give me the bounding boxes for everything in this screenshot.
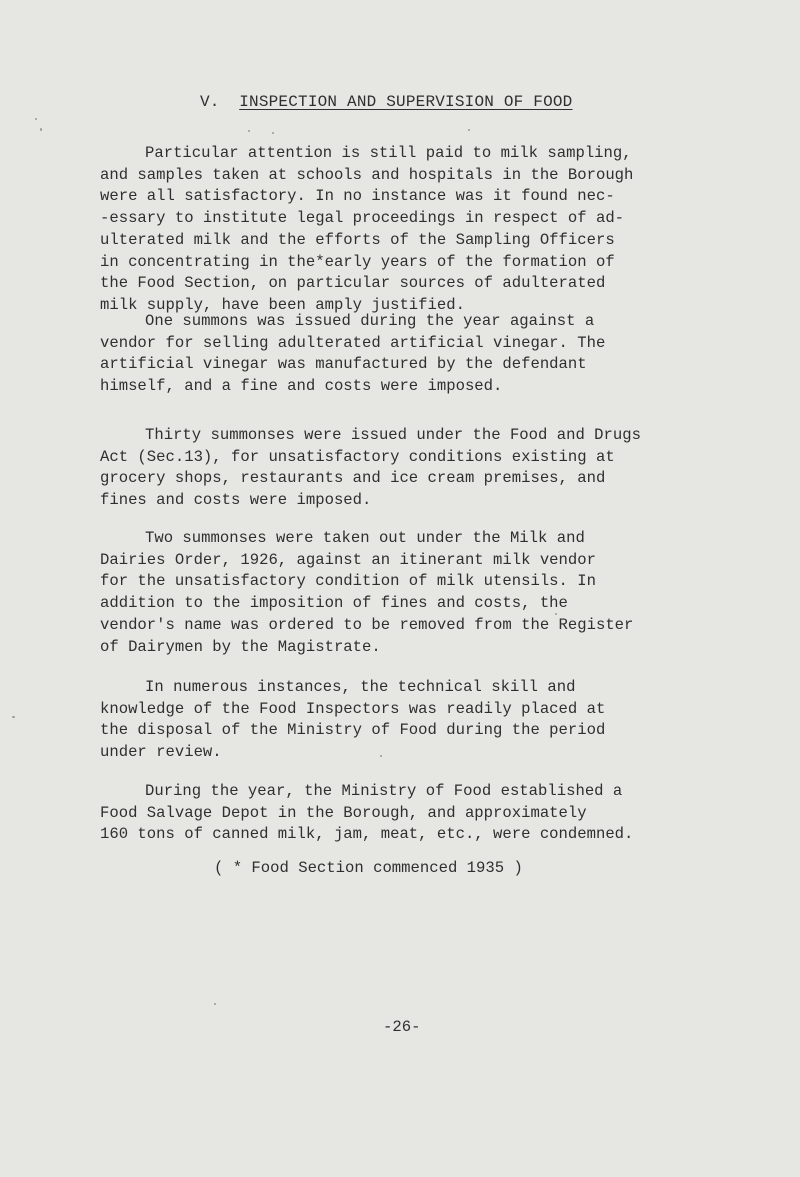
text-line: vendor for selling adulterated artificial vinegar. The <box>100 333 606 352</box>
text-line: In numerous instances, the technical skill and <box>145 678 576 696</box>
text-line: Dairies Order, 1926, against an itinerant milk vendor <box>100 550 596 569</box>
section-heading <box>200 93 572 111</box>
paragraph-salvage-depot <box>100 781 720 846</box>
scan-speck <box>468 129 470 131</box>
text-line: the disposal of the Ministry of Food during the period <box>100 721 606 740</box>
text-line: for the unsatisfactory condition of milk utensils. In <box>100 572 596 591</box>
text-line: Act (Sec.13), for unsatisfactory conditions existing at <box>100 447 615 466</box>
scan-speck <box>248 130 250 132</box>
paragraph-milk-sampling <box>100 143 720 317</box>
text-line: ulterated milk and the efforts of the Sampling Officers <box>100 230 615 249</box>
footnote: ( * Food Section commenced 1935 ) <box>214 859 523 877</box>
scan-speck <box>35 118 37 120</box>
paragraph-vinegar-summons <box>100 311 720 398</box>
text-line: milk supply, have been amply justified. <box>100 295 465 314</box>
text-line: vendor's name was ordered to be removed from the Register <box>100 615 634 634</box>
scan-speck <box>40 128 42 131</box>
text-line: and samples taken at schools and hospitals in the Borough <box>100 165 634 184</box>
text-line: Two summonses were taken out under the Milk and <box>145 529 585 547</box>
scan-speck <box>555 613 557 615</box>
text-line: fines and costs were imposed. <box>100 491 372 510</box>
paragraph-technical-skill <box>100 677 720 764</box>
text-line: During the year, the Ministry of Food established a <box>145 782 623 800</box>
page-number: -26- <box>383 1018 421 1036</box>
text-line: in concentrating in the*early years of the formation of <box>100 252 615 271</box>
text-line: artificial vinegar was manufactured by the defendant <box>100 355 587 374</box>
scan-speck <box>12 716 15 718</box>
paragraph-milk-dairies-order <box>100 528 720 658</box>
text-line: One summons was issued during the year against a <box>145 312 595 330</box>
text-line: under review. <box>100 743 222 762</box>
text-line: Particular attention is still paid to milk sampling, <box>145 144 632 162</box>
text-line: himself, and a fine and costs were imposed. <box>100 377 503 396</box>
text-line: Thirty summonses were issued under the Food and Drugs <box>145 426 641 444</box>
text-line: 160 tons of canned milk, jam, meat, etc., were condemned. <box>100 825 634 844</box>
paragraph-food-and-drugs-act <box>100 425 720 512</box>
text-line: grocery shops, restaurants and ice cream premises, and <box>100 469 606 488</box>
text-line: of Dairymen by the Magistrate. <box>100 637 381 656</box>
text-line: Food Salvage Depot in the Borough, and approximately <box>100 803 587 822</box>
text-line: knowledge of the Food Inspectors was readily placed at <box>100 699 606 718</box>
text-line: the Food Section, on particular sources of adulterated <box>100 274 606 293</box>
scan-speck <box>214 1003 216 1005</box>
section-numeral: V. <box>200 93 220 111</box>
scan-speck <box>380 755 382 757</box>
text-line: were all satisfactory. In no instance was it found nec- <box>100 187 615 206</box>
text-line: -essary to institute legal proceedings in respect of ad- <box>100 209 625 228</box>
text-line: addition to the imposition of fines and costs, the <box>100 594 568 613</box>
section-title: INSPECTION AND SUPERVISION OF FOOD <box>239 93 573 111</box>
scan-speck <box>272 132 274 134</box>
